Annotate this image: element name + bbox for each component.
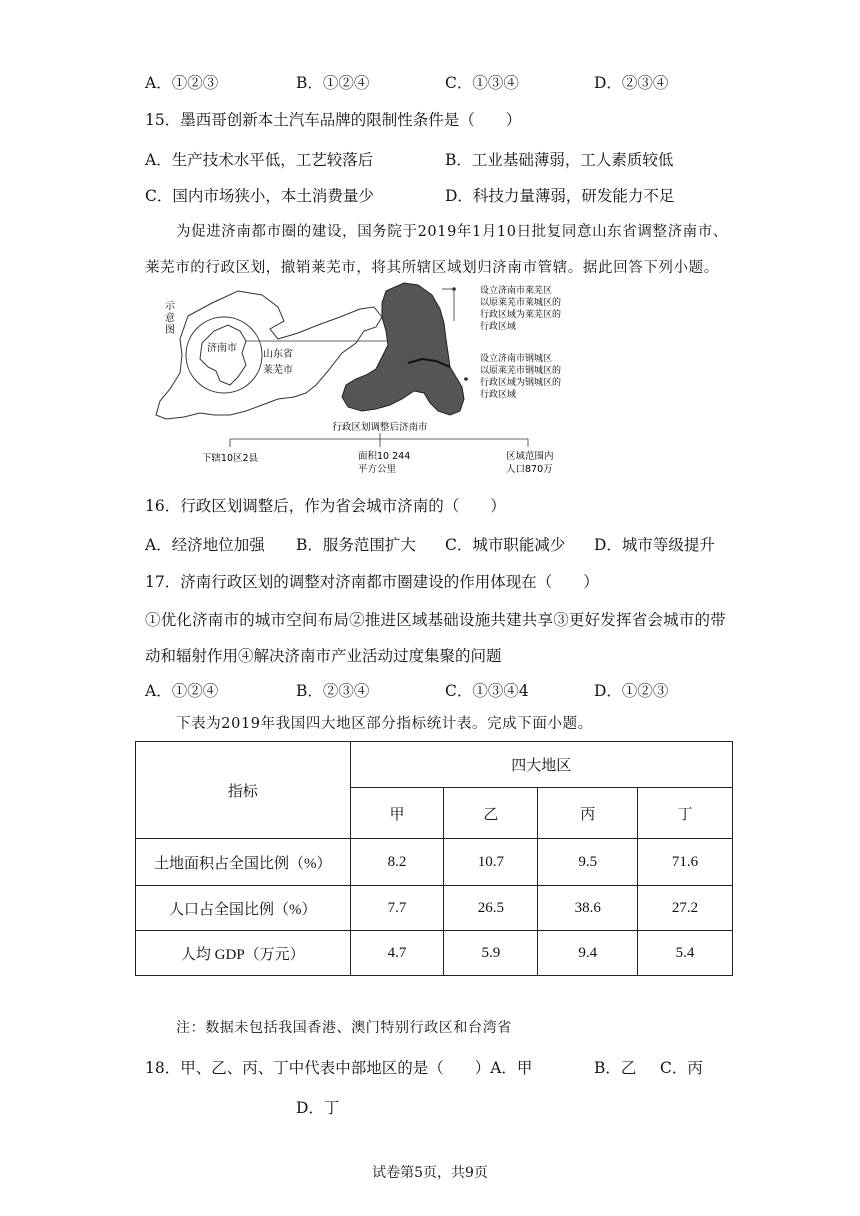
- table-cell: 26.5: [444, 886, 538, 931]
- map-side-label-1: 示: [165, 301, 175, 312]
- map-jinan-label: 济南市: [207, 343, 237, 354]
- table-row-label: 人口占全国比例（%）: [136, 886, 351, 931]
- map-note2-line4: 行政区域: [480, 390, 517, 400]
- q18-option-d: D．丁: [296, 1099, 340, 1117]
- map-note1-line4: 行政区域: [480, 322, 517, 332]
- q16-option-d: D．城市等级提升: [594, 536, 715, 554]
- q18-option-c: C．丙: [660, 1059, 703, 1077]
- map-note1-line1: 设立济南市莱芜区: [480, 286, 553, 296]
- map-side-label-2: 意: [165, 313, 175, 324]
- table-cell: 71.6: [638, 839, 733, 886]
- map-note2-line2: 以原莱芜市钢城区的: [480, 366, 562, 376]
- map-tree-mid-1: 面积10 244: [358, 451, 411, 462]
- q18-option-b: B．乙: [594, 1059, 637, 1077]
- q16-option-b: B．服务范围扩大: [296, 536, 416, 554]
- table-cell: 5.9: [444, 931, 538, 976]
- q17-option-c: C．①③④4: [445, 682, 529, 700]
- intro2-text: 下表为2019年我国四大地区部分指标统计表。完成下面小题。: [176, 716, 593, 732]
- table-region-header: 甲: [350, 788, 444, 839]
- map-tree-left: 下辖10区2县: [201, 453, 259, 464]
- map-province-label: 山东省: [263, 349, 293, 360]
- map-note1-line2: 以原莱芜市莱城区的: [480, 298, 562, 308]
- table-row-label: 土地面积占全国比例（%）: [136, 839, 351, 886]
- table-cell: 9.4: [538, 931, 638, 976]
- table-cell: 4.7: [350, 931, 444, 976]
- jinan-shape: [200, 325, 246, 385]
- page-footer: 试卷第5页，共9页: [372, 1165, 488, 1181]
- table-group-header: 四大地区: [350, 742, 732, 788]
- table-row-label: 人均 GDP（万元）: [136, 931, 351, 976]
- intro1-line2: 莱芜市的行政区划，撤销莱芜市，将其所辖区域划归济南市管辖。据此回答下列小题。: [145, 260, 719, 276]
- table-row: [136, 931, 733, 976]
- jinan-map-figure: [150, 281, 630, 481]
- table-indicator-header: 指标: [136, 742, 351, 839]
- table-cell: 38.6: [538, 886, 638, 931]
- map-tree-title: 行政区划调整后济南市: [332, 422, 428, 433]
- table-cell: 10.7: [444, 839, 538, 886]
- intro1-line1: 为促进济南都市圈的建设，国务院于2019年1月10日批复同意山东省调整济南市、: [176, 224, 728, 240]
- q14-option-a: A．①②③: [145, 74, 219, 92]
- map-tree-mid-2: 平方公里: [358, 464, 397, 475]
- table-cell: 27.2: [638, 886, 733, 931]
- map-tree-right-2: 人口870万: [506, 464, 553, 475]
- q16-option-c: C．城市职能减少: [445, 536, 566, 554]
- table-row: [136, 839, 733, 886]
- q14-option-d: D．②③④: [594, 74, 669, 92]
- table-cell: 5.4: [638, 931, 733, 976]
- map-note2-line3: 行政区域为钢城区的: [480, 378, 562, 388]
- q16-stem: 16．行政区划调整后，作为省会城市济南的（ ）: [145, 497, 506, 515]
- map-note1-line3: 行政区域为莱芜区的: [480, 310, 562, 320]
- laiwu-enlarged-shape: [342, 283, 464, 415]
- table-cell: 9.5: [538, 839, 638, 886]
- q17-option-a: A．①②④: [145, 682, 219, 700]
- q14-option-c: C．①③④: [445, 74, 519, 92]
- map-laiwu-label: 莱芜市: [263, 365, 293, 376]
- table-cell: 7.7: [350, 886, 444, 931]
- q17-option-d: D．①②③: [594, 682, 669, 700]
- q17-statement-line2: 动和辐射作用④解决济南市产业活动过度集聚的问题: [145, 647, 502, 665]
- q15-option-c: C．国内市场狭小，本土消费量少: [145, 187, 374, 205]
- q17-statement-line1: ①优化济南市的城市空间布局②推进区域基础设施共建共享③更好发挥省会城市的带: [145, 611, 726, 629]
- table-region-header: 丙: [538, 788, 638, 839]
- table-cell: 8.2: [350, 839, 444, 886]
- q15-option-a: A．生产技术水平低，工艺较落后: [145, 151, 374, 169]
- q15-option-b: B．工业基础薄弱，工人素质较低: [445, 151, 674, 169]
- map-note2-line1: 设立济南市钢城区: [480, 354, 553, 364]
- q15-option-d: D．科技力量薄弱，研发能力不足: [445, 187, 675, 205]
- table-row: [136, 886, 733, 931]
- regions-table: [135, 741, 733, 976]
- table-note: 注：数据未包括我国香港、澳门特别行政区和台湾省: [176, 1020, 512, 1036]
- q14-option-b: B．①②④: [296, 74, 370, 92]
- q16-option-a: A．经济地位加强: [145, 536, 265, 554]
- map-tree-right-1: 区域范围内: [506, 451, 554, 462]
- q18-stem: 18．甲、乙、丙、丁中代表中部地区的是（ ）A．甲: [145, 1059, 533, 1077]
- map-side-label-3: 图: [165, 325, 175, 336]
- table-region-header: 丁: [638, 788, 733, 839]
- q17-option-b: B．②③④: [296, 682, 370, 700]
- table-region-header: 乙: [444, 788, 538, 839]
- q15-stem: 15．墨西哥创新本土汽车品牌的限制性条件是（ ）: [145, 111, 522, 129]
- q17-stem: 17．济南行政区划的调整对济南都市圈建设的作用体现在（ ）: [145, 573, 599, 591]
